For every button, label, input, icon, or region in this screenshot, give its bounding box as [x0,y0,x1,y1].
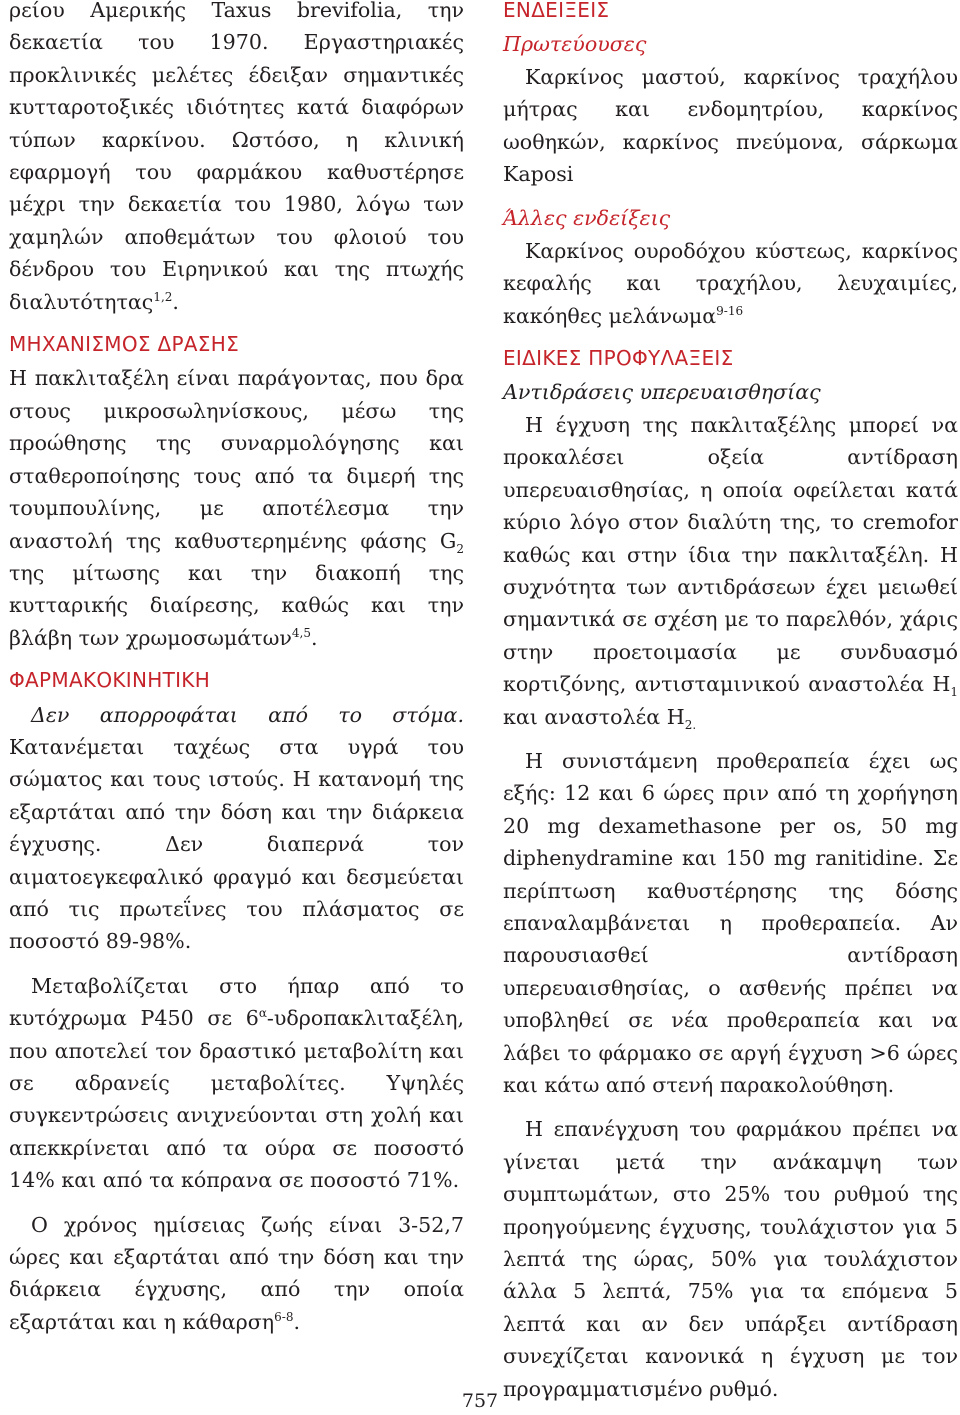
pk-paragraph-3: Ο χρόνος ημίσειας ζωής είναι 3-52,7 ώρες και εξαρτάται από την δόση και την διάρκεια έγχυσης, από την οποία εξαρτάται και η κάθαρση$^{6-8}$. [9,1212,464,1334]
hypersensitivity-paragraph-2: Η συνιστάμενη προθεραπεία έχει ως εξής: 12 και 6 ώρες πριν από τη χορήγηση 20 mg dexamethasone per os, 50 mg diphenydramine και 150 mg ranitidine. Σε περίπτωση καθυστέρησης της δόσης επαναλαμβάνεται η προθεραπεία. Αν παρουσιασθεί αντίδραση υπερευαισθησίας, ο ασθενής πρέπει να υποβληθεί σε νέα προθεραπεία και να λάβει το φάρμακο σε αργή έγχυση >6 ώρες και κάτω από στενή παρακολούθηση. [503,748,958,1097]
section-heading-indications: ΕΝΔΕΙΞΕΙΣ [503,0,610,22]
left-column [9,0,464,1338]
pk-paragraph-2: Μεταβολίζεται στο ήπαρ από το κυτόχρωμα P450 σε $6^\alpha$-υδροπακλιταξέλη, που αποτελεί τον δραστικό μεταβολίτη και σε αδρανείς μεταβολίτες. Υψηλές συγκεντρώσεις ανιχνεύονται στη χολή και απεκκρίνεται από τα ούρα σε ποσοστό 14% και από τα κόπρανα σε ποσοστό 71%. [9,973,464,1193]
citation: 9-16 [716,303,744,318]
subheading-primary: Πρωτεύουσες [503,32,647,57]
section-heading-precautions: ΕΙΔΙΚΕΣ ΠΡΟΦΥΛΑΞΕΙΣ [503,346,734,371]
mechanism-paragraph: Η πακλιταξέλη είναι παράγοντας, που δρα στους μικροσωληνίσκους, μέσω της προώθησης της συναρμολόγησης και σταθεροποίησης τους από τα διμερή της τουμπουλίνης, με αποτέλεσμα την αναστολή της καθυστερημένης φάσης $G_2$ της μίτωσης και την διακοπή της κυτταρικής διαίρεσης, καθώς και την βλάβη των χρωμοσωμάτων$^{4,5}$. [9,366,464,650]
section-heading-pharmacokinetics: ΦΑΡΜΑΚΟΚΙΝΗΤΙΚΗ [9,668,211,693]
subheading-other: Άλλες ενδείξεις [503,206,671,231]
subheading-hypersensitivity: Αντιδράσεις υπερευαισθησίας [503,380,821,405]
citation: 6-8 [274,1309,294,1324]
right-column [503,0,958,1405]
intro-paragraph: ρείου Αμερικής Taxus brevifolia, την δεκαετία του 1970. Εργαστηριακές προκλινικές μελέτες έδειξαν σημαντικές κυτταροτοξικές ιδιότητες κατά διαφόρων τύπων καρκίνου. Ωστόσο, η κλινική εφαρμογή του φαρμάκου καθυστέρησε μέχρι την δεκαετία του 1980, λόγω των χαμηλών αποθεμάτων του φλοιού του δένδρου του Ειρηνικού και της πτωχής διαλυτότητας$^{1,2}$. [9,0,464,314]
section-heading-mechanism: ΜΗΧΑΝΙΣΜΟΣ ΔΡΑΣΗΣ [9,332,240,357]
primary-indications-text: Καρκίνος μαστού, καρκίνος τραχήλου μήτρας και ενδομητρίου, καρκίνος ωοθηκών, καρκίνος πνεύμονα, σάρκωμα Kaposi [503,64,958,187]
page-number: 757 [461,1390,499,1412]
hypersensitivity-paragraph-1: Η έγχυση της πακλιταξέλης μπορεί να προκαλέσει οξεία αντίδραση υπερευαισθησίας, η οποία οφείλεται κατά κύριο λόγο στον διαλύτη της, το cremofor καθώς και στην ίδια την πακλιταξέλη. Η συχνότητα των αντιδράσεων έχει μειωθεί σημαντικά σε σχέση με το παρελθόν, χάρις στην προετοιμασία με συνδυασμό κορτιζόνης, αντισταμινικού αναστολέα $H_1$ και αναστολέα $H_{2.}$ [503,412,958,732]
pk-paragraph-1: Δεν απορροφάται από το στόμα. Κατανέμεται ταχέως στα υγρά του σώματος και τους ιστούς. Η κατανομή της εξαρτάται από την δόση και την διάρκεια έγχυσης. Δεν διαπερνά τον αιματοεγκεφαλικό φραγμό και δεσμεύεται από τις πρωτεΐνες του πλάσματος σε ποσοστό 89-98%. [9,702,464,954]
citation: 4,5 [291,625,312,640]
citation: 1,2 [153,289,173,304]
other-indications-text: Καρκίνος ουροδόχου κύστεως, καρκίνος κεφαλής και τραχήλου, λευχαιμίες, κακόηθες μελάνωμα$^{9-16}$ [503,238,958,328]
hypersensitivity-paragraph-3: Η επανέγχυση του φαρμάκου πρέπει να γίνεται μετά την ανάκαμψη των συμπτωμάτων, στο 25% του ρυθμού της προηγούμενης έγχυσης, τουλάχιστον για 5 λεπτά της ώρας, 50% για τουλάχιστον άλλα 5 λεπτά, 75% για τα επόμενα 5 λεπτά και αν δεν υπάρξει αντίδραση συνεχίζεται κανονικά η έγχυση με τον προγραμματισμένο ρυθμό. [503,1117,958,1401]
